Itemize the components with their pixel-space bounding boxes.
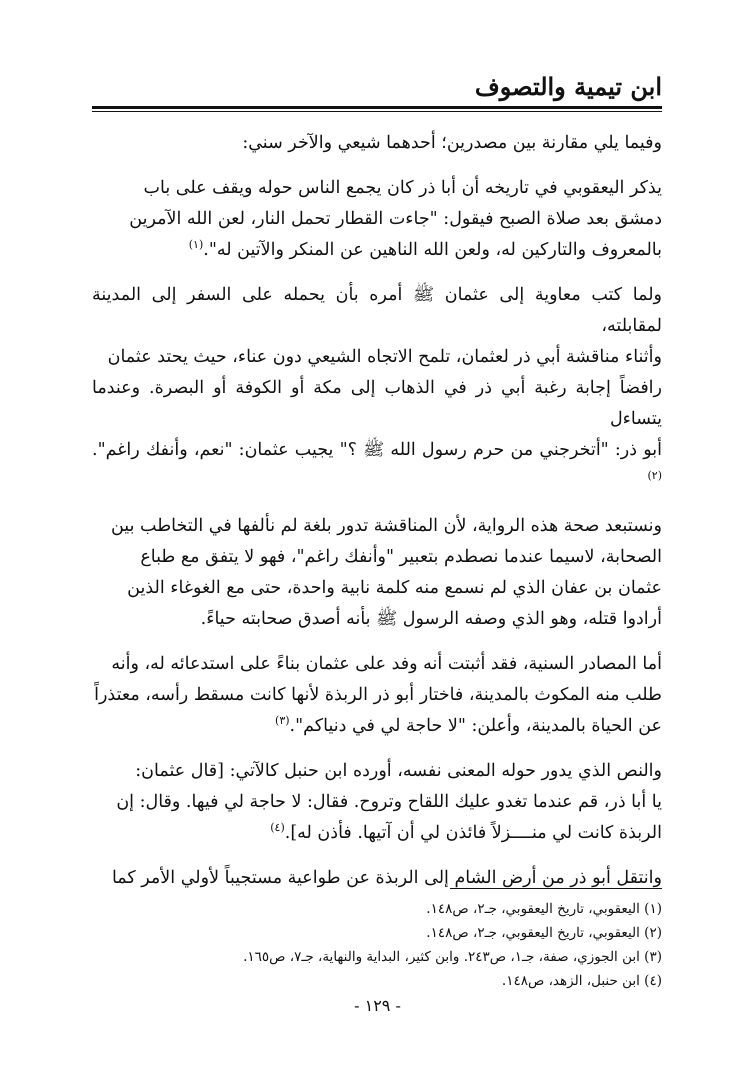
footnote-ref: (٢) [647,469,662,483]
text-line: وفيما يلي مقارنة بين مصدرين؛ أحدهما شيعي والآخر سني: [242,133,662,153]
text-line: الصحابة، لاسيما عندما نصطدم بتعبير "وأنفك راغم"، فهو لا يتفق مع طباع [140,547,662,567]
page-number: - ١٢٩ - [354,996,401,1015]
footnote-separator [450,888,662,889]
text-line: والنص الذي يدور حوله المعنى نفسه، أورده ابن حنبل كالآتي: [قال عثمان: [135,761,662,781]
text-line: يذكر اليعقوبي في تاريخه أن أبا ذر كان يجمع الناس حوله ويقف على باب [143,178,662,198]
paragraph-rejection [92,511,662,635]
text-line: دمشق بعد صلاة الصبح فيقول: "جاءت القطار تحمل النار، لعن الله الآمرين [129,209,662,229]
paragraph-ibn-hanbal [92,756,662,849]
text-line: ولما كتب معاوية إلى عثمان ﷺ أمره بأن يحمله على السفر إلى المدينة لمقابلته، [92,285,662,336]
footnote-ref: (١) [188,238,204,252]
text-fragment: بالمعروف والتاركين له، ولعن الله الناهين عن المنكر والآتين له". [203,240,662,260]
footnote-ref: (٣) [275,714,290,728]
header-rule-thick [92,106,662,109]
footnote-ref: (٤) [270,821,285,835]
footnote: (٢) اليعقوبي، تاريخ اليعقوبي، جـ٢، ص١٤٨. [426,925,662,941]
paragraph-sunni-sources [92,649,662,742]
running-header [92,72,662,118]
footnote: (١) اليعقوبي، تاريخ اليعقوبي، جـ٢، ص١٤٨. [426,901,662,917]
text-line: طلب منه المكوث بالمدينة، فاختار أبو ذر الربذة لأنها كانت مسقط رأسه، معتذراً [94,685,662,705]
text-line [92,235,662,266]
header-rule-thin [92,111,662,112]
text-line: عثمان بن عفان الذي لم نسمع منه كلمة نابية واحدة، حتى مع الغوغاء الذين [127,578,662,598]
text-fragment: الربذة كانت لي منــــزلاً فائذن لي أن آتيها. فأذن له]. [284,823,662,843]
text-line: وانتقل أبو ذر من أرض الشام إلى الربذة عن طواعية مستجيباً لأولي الأمر كما [111,868,662,888]
text-line: أرادوا قتله، وهو الذي وصفه الرسول ﷺ بأنه أصدق صحابته حياءً. [200,609,662,629]
footnote: (٣) ابن الجوزي، صفة، جـ١، ص٢٤٣. وابن كثير، البداية والنهاية، جـ٧، ص١٦٥. [243,949,662,965]
header-title: ابن تيمية والتصوف [474,72,662,101]
text-fragment: عن الحياة بالمدينة، وأعلن: "لا حاجة لي في دنياكم". [289,716,662,736]
paragraph-muawiya [92,280,662,497]
text-line: أما المصادر السنية، فقد أثبتت أنه وفد على عثمان بناءً على استدعائه له، وأنه [111,654,662,674]
text-line: ونستبعد صحة هذه الرواية، لأن المناقشة تدور بلغة لم نألفها في التخاطب بين [110,516,662,536]
paragraph-conclusion [92,863,662,894]
paragraph-intro [92,128,662,159]
footnotes [92,897,662,993]
text-line: وأثناء مناقشة أبي ذر لعثمان، تلمح الاتجاه الشيعي دون عناء، حيث يحتد عثمان [107,347,662,367]
text-line: رافضاً إجابة رغبة أبي ذر في الذهاب إلى مكة أو الكوفة أو البصرة. وعندما يتساءل [92,378,662,429]
text-fragment: أبو ذر: "أتخرجني من حرم رسول الله ﷺ ؟" يجيب عثمان: "نعم، وأنفك راغم". [92,440,662,460]
paragraph-yaqubi [92,173,662,266]
text-line [92,711,662,742]
main-text [92,128,662,908]
text-line [92,818,662,849]
text-line [92,435,662,497]
footnote: (٤) ابن حنبل، الزهد، ص١٤٨. [501,973,662,989]
text-line: يا أبا ذر، قم عندما تغدو عليك اللقاح وتروح. فقال: لا حاجة لي فيها. وقال: إن [116,792,662,812]
